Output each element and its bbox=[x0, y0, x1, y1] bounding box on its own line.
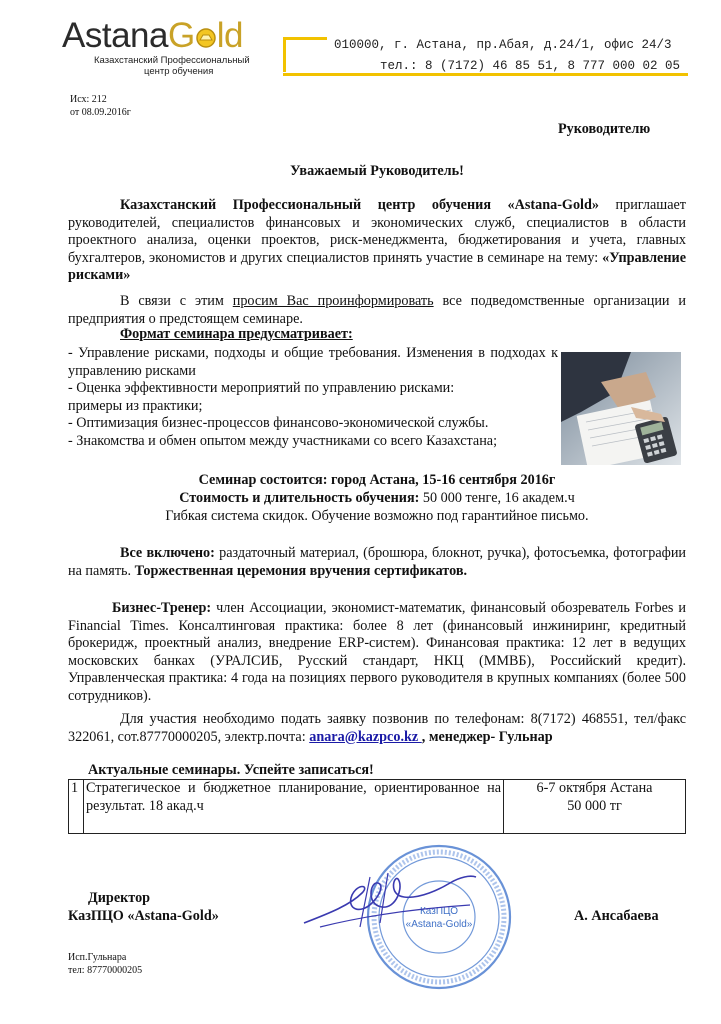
logo-wordmark-astana: Astana bbox=[62, 16, 168, 55]
included-label: Все включено: bbox=[120, 545, 215, 561]
seminars-table bbox=[68, 779, 686, 834]
stamp-text-2: «Astana-Gold» bbox=[405, 919, 473, 930]
apply-manager: , менеджер- Гульнар bbox=[421, 728, 553, 745]
stamp-text-1: КазПЦО bbox=[419, 906, 459, 917]
trainer-paragraph bbox=[68, 600, 686, 705]
seminar-number: 1 bbox=[69, 780, 84, 834]
included-paragraph bbox=[68, 545, 686, 580]
header-underline bbox=[283, 73, 688, 76]
request-paragraph bbox=[68, 293, 686, 328]
logo-subtitle-line-1: Казахстанский Профессиональный bbox=[94, 55, 250, 66]
logo-wordmark-g: G bbox=[167, 16, 195, 55]
signatory-title-1: Директор bbox=[88, 890, 151, 906]
header-accent-bar bbox=[283, 38, 286, 72]
company-logo bbox=[62, 16, 277, 77]
intro-org: Казахстанский Профессиональный центр обучения «Astana-Gold» bbox=[120, 197, 599, 213]
header-phones: тел.: 8 (7172) 46 85 51, 8 777 000 02 05 bbox=[380, 59, 681, 73]
seminar-title bbox=[84, 780, 504, 834]
addressee: Руководителю bbox=[558, 121, 651, 137]
intro-topic: «Управление рисками» bbox=[68, 249, 686, 283]
event-cost bbox=[68, 490, 686, 508]
intro-text: приглашает руководителей, специалистов финансовых и экономических служб, специалистов в области проектного анализа, оценки проектов, риск-менеджмента, бюджетирования и учета, главных бухгалтеров, экономистов и других специалистов принять участие в семинаре на тему: bbox=[68, 197, 686, 266]
event-cost-label: Стоимость и длительность обучения: bbox=[179, 490, 420, 506]
contact-email-link[interactable]: anara@kazpco.kz bbox=[309, 728, 422, 745]
salutation: Уважаемый Руководитель! bbox=[290, 163, 464, 179]
trainer-text: член Ассоциации, экономист-математик, финансовый обозреватель Forbes и Financial Times. Консалтинговая практика: более 8 лет (финансовый инжиниринг, кредитный брокеридж, проектный анализ, внедрение ERP-систем). Финансовая практика: 12 лет в ведущих московских банках (УРАЛСИБ, Русский стандарт, НКЦ (ММВБ), Российский кредит). Управленческая практика: 4 года на позициях первого руководителя в крупных компаниях (более 500 сотрудников). bbox=[68, 600, 686, 704]
handwritten-signature bbox=[300, 865, 480, 935]
request-post: все подведомственные организации и предприятия о предстоящем семинаре. bbox=[68, 293, 687, 327]
format-item: - Оптимизация бизнес-процессов финансово-экономической службы. bbox=[68, 415, 489, 431]
apply-text: Для участия необходимо подать заявку позвонив по телефонам: 8(7172) 468551, тел/факс 322061, сот.87770000205, электр.почта: bbox=[68, 711, 686, 745]
event-cost-value: 50 000 тенге, 16 академ.ч bbox=[419, 490, 575, 506]
seminar-title-text: Стратегическое и бюджетное планирование, ориентированное на результат. 18 акад.ч bbox=[86, 780, 501, 814]
business-photo bbox=[561, 352, 681, 465]
seminar-price: 50 000 тг bbox=[567, 797, 622, 814]
format-item: - Управление рисками, подходы и общие требования. Изменения в подходах к управлению рисками bbox=[68, 345, 558, 379]
apply-paragraph bbox=[68, 711, 686, 746]
signatory-title-2: КазПЦО «Astana-Gold» bbox=[68, 908, 219, 924]
gold-bar-icon bbox=[196, 19, 216, 39]
request-underlined: просим Вас проинформировать bbox=[232, 293, 434, 309]
seminars-heading: Актуальные семинары. Успейте записаться! bbox=[88, 762, 374, 778]
outgoing-date: от 08.09.2016г bbox=[70, 107, 131, 118]
logo-subtitle-line-2: центр обучения bbox=[144, 66, 214, 77]
table-row[interactable] bbox=[69, 780, 686, 834]
format-item: - Знакомства и обмен опытом между участниками со всего Казахстана; bbox=[68, 432, 498, 449]
request-pre: В связи с этим bbox=[120, 293, 233, 309]
executor-name: Исп.Гульнара bbox=[68, 952, 127, 963]
included-text: раздаточный материал, (брошюра, блокнот, ручка), фотосъемка, фотографии на память. bbox=[68, 545, 686, 579]
trainer-label: Бизнес-Тренер: bbox=[112, 600, 212, 616]
seminar-when: 6-7 октября Астана bbox=[536, 780, 653, 796]
header-accent-line bbox=[283, 37, 327, 40]
event-discount: Гибкая система скидок. Обучение возможно под гарантийное письмо. bbox=[165, 508, 589, 524]
intro-paragraph bbox=[68, 197, 686, 285]
format-item: - Оценка эффективности мероприятий по управлению рисками: примеры из практики; bbox=[68, 380, 455, 414]
header-address: 010000, г. Астана, пр.Абая, д.24/1, офис 24/3 bbox=[334, 38, 672, 52]
seminar-when-price bbox=[504, 780, 686, 834]
format-list bbox=[68, 345, 558, 450]
logo-wordmark-ld: ld bbox=[216, 16, 243, 55]
included-ceremony: Торжественная церемония вручения сертификатов. bbox=[134, 562, 468, 579]
signatory-name: А. Ансабаева bbox=[574, 908, 659, 924]
outgoing-number: Исх: 212 bbox=[70, 94, 107, 105]
format-heading: Формат семинара предусматривает: bbox=[120, 326, 353, 342]
event-place-date: Семинар состоится: город Астана, 15-16 сентября 2016г bbox=[198, 472, 556, 488]
executor-phone: тел: 87770000205 bbox=[68, 965, 143, 976]
